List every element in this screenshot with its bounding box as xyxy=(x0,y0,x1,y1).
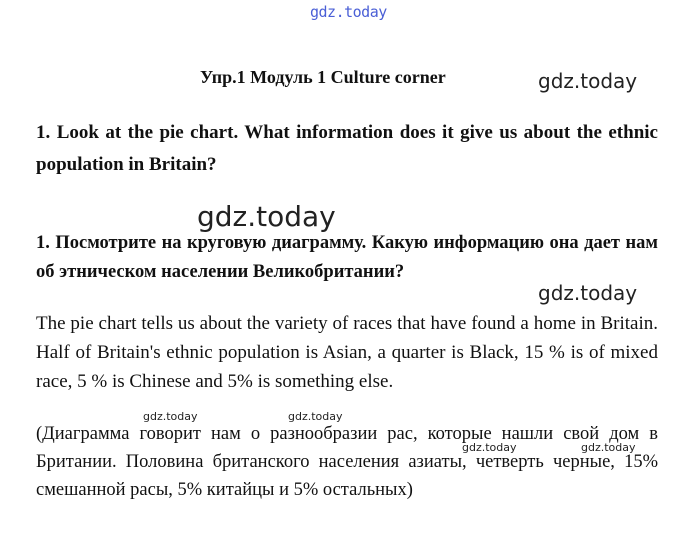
watermark-2: gdz.today xyxy=(197,200,336,233)
watermark-1: gdz.today xyxy=(538,69,638,93)
question-russian: 1. Посмотрите на круговую диаграмму. Какую информацию она дает нам об этническом населении Великобритании? xyxy=(36,233,658,282)
watermark-7: gdz.today xyxy=(581,441,636,454)
question-english: 1. Look at the pie chart. What information does it give us about the ethnic population in Britain? xyxy=(36,122,658,175)
watermark-top: gdz.today xyxy=(310,3,387,21)
answer-russian: (Диаграмма говорит нам о разнообразии рас, которые нашли свой дом в Британии. Половина британского населения азиаты, четверть черные, 15% смешанной расы, 5% китайцы и 5% остальных) xyxy=(36,424,658,500)
exercise-title: Упр.1 Модуль 1 Culture corner xyxy=(200,67,446,87)
watermark-3: gdz.today xyxy=(538,281,638,305)
answer-english: The pie chart tells us about the variety of races that have found a home in Britain. Half of Britain's ethnic population is Asian, a quarter is Black, 15 % is of mixed race, 5 % is Chinese and 5% is something else. xyxy=(36,313,658,392)
watermark-6: gdz.today xyxy=(462,441,517,454)
watermark-5: gdz.today xyxy=(288,410,343,423)
watermark-4: gdz.today xyxy=(143,410,198,423)
